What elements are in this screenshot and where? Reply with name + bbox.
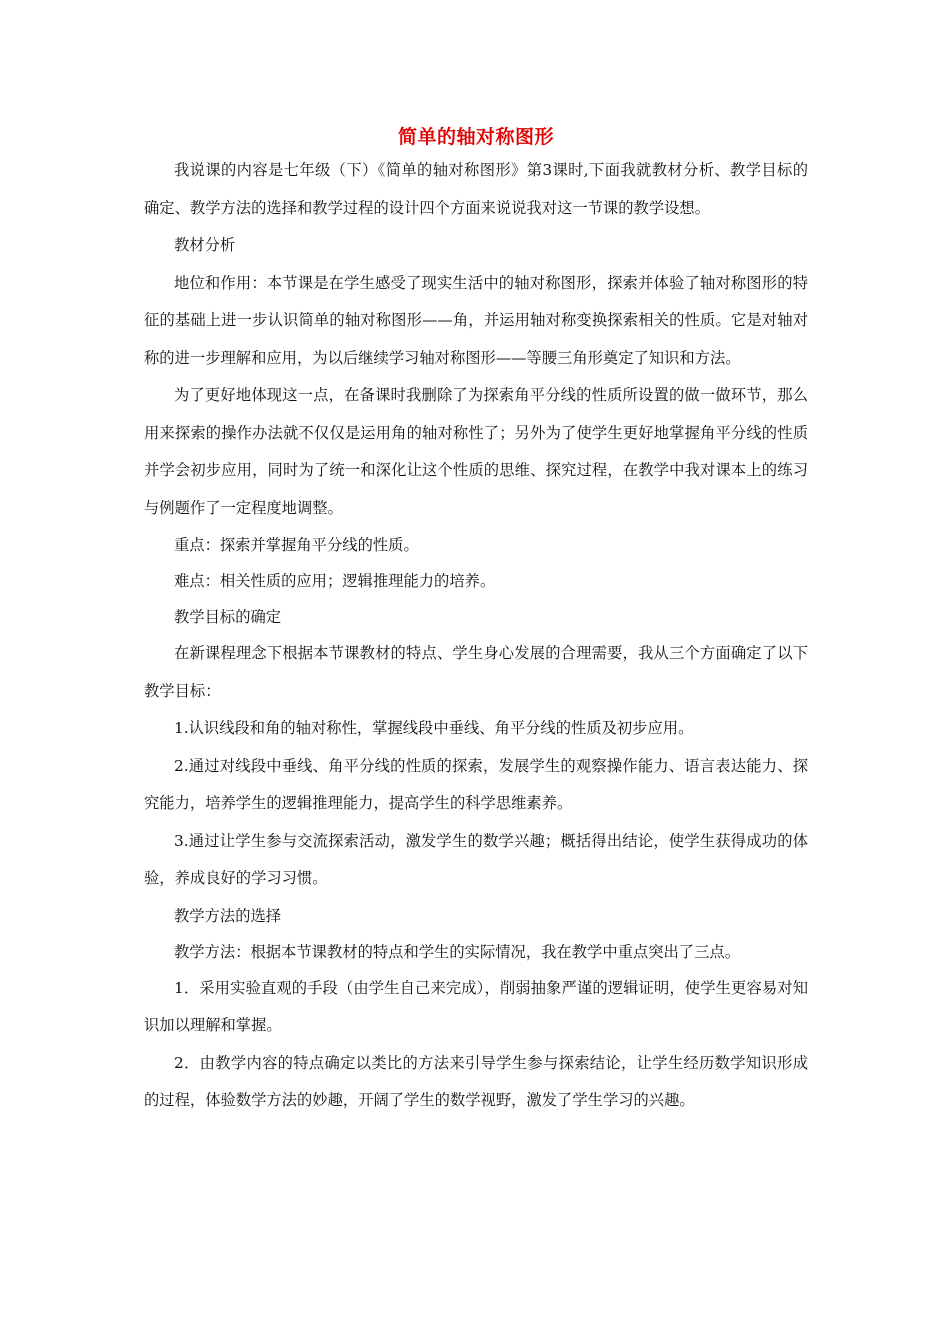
paragraph-intro: 我说课的内容是七年级（下）《简单的轴对称图形》第3课时,下面我就教材分析、教学目标的确定、教学方法的选择和教学过程的设计四个方面来说说我对这一节课的教学设想。 (144, 161, 808, 217)
paragraph-position-role: 地位和作用：本节课是在学生感受了现实生活中的轴对称图形，探索并体验了轴对称图形的特征的基础上进一步认识简单的轴对称图形——角，并运用轴对称变换探索相关的性质。它是对轴对称的进一步理解和应用，为以后继续学习轴对称图形——等腰三角形奠定了知识和方法。 (144, 273, 808, 367)
paragraph-key-point: 重点：探索并掌握角平分线的性质。 (174, 536, 419, 554)
document-title: 简单的轴对称图形 (397, 126, 554, 148)
heading-teaching-methods: 教学方法的选择 (174, 906, 282, 925)
goal-item-2: 2.通过对线段中垂线、角平分线的性质的探索，发展学生的观察操作能力、语言表达能力、探究能力，培养学生的逻辑推理能力，提高学生的科学思维素养。 (144, 756, 808, 812)
method-item-2: 2．由教学内容的特点确定以类比的方法来引导学生参与探索结论，让学生经历数学知识形成的过程，体验数学方法的妙趣，开阔了学生的数学视野，激发了学生学习的兴趣。 (144, 1053, 808, 1109)
method-item-1: 1．采用实验直观的手段（由学生自己来完成），削弱抽象严谨的逻辑证明，使学生更容易对知识加以理解和掌握。 (144, 978, 808, 1034)
goal-item-3: 3.通过让学生参与交流探索活动，激发学生的数学兴趣；概括得出结论，使学生获得成功的体验，养成良好的学习习惯。 (144, 831, 808, 887)
paragraph-adjustment: 为了更好地体现这一点，在备课时我删除了为探索角平分线的性质所设置的做一做环节，那么用来探索的操作办法就不仅仅是运用角的轴对称性了；另外为了使学生更好地掌握角平分线的性质并学会初步应用，同时为了统一和深化让这个性质的思维、探究过程，在教学中我对课本上的练习与例题作了一定程度地调整。 (144, 386, 808, 517)
paragraph-goals-intro: 在新课程理念下根据本节课教材的特点、学生身心发展的合理需要，我从三个方面确定了以下教学目标： (144, 644, 808, 700)
heading-teaching-goals: 教学目标的确定 (174, 608, 282, 626)
paragraph-difficulty: 难点：相关性质的应用；逻辑推理能力的培养。 (174, 572, 496, 590)
goal-item-1: 1.认识线段和角的轴对称性，掌握线段中垂线、角平分线的性质及初步应用。 (174, 719, 694, 737)
document-body (144, 124, 808, 1120)
heading-textbook-analysis: 教材分析 (174, 236, 236, 254)
paragraph-methods-intro: 教学方法：根据本节课教材的特点和学生的实际情况，我在教学中重点突出了三点。 (174, 942, 740, 961)
